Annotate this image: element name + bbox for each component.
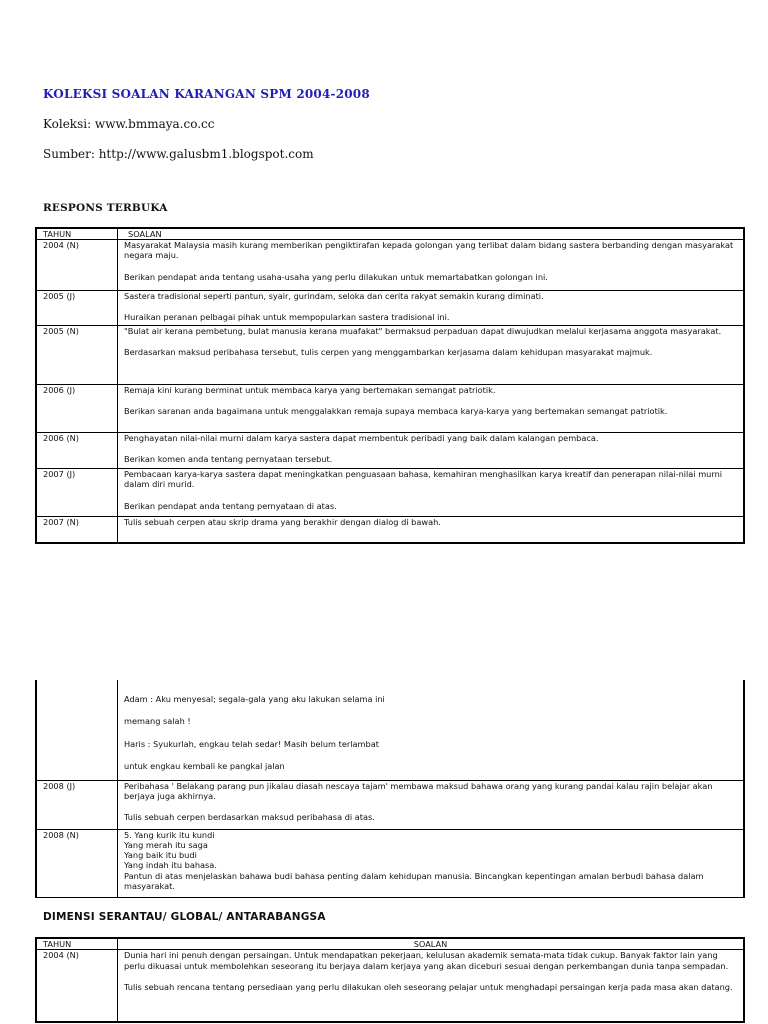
- table-row: [36, 829, 744, 897]
- row-question: [118, 780, 745, 829]
- row-question: [118, 950, 745, 1022]
- row-year-empty: [36, 680, 118, 780]
- sumber-line: Sumber: http://www.galusbm1.blogspot.com: [43, 147, 314, 161]
- dialog-cell: [118, 680, 745, 780]
- row-question: [118, 829, 745, 897]
- row-question: [118, 433, 745, 469]
- question-text: Tulis sebuah cerpen atau skrip drama yang berakhir dengan dialog di bawah.: [124, 517, 441, 527]
- header-soalan: SOALAN: [118, 228, 745, 240]
- section-heading-respons-terbuka: RESPONS TERBUKA: [43, 202, 168, 214]
- table-header-row: [36, 938, 744, 950]
- dialog-line: memang salah !: [124, 716, 191, 727]
- header-tahun: TAHUN: [36, 938, 118, 950]
- dialog-line: Adam : Aku menyesal; segala-gala yang aku lakukan selama ini: [124, 694, 385, 704]
- document-title: KOLEKSI SOALAN KARANGAN SPM 2004-2008: [43, 87, 370, 101]
- row-year: 2005 (N): [36, 326, 118, 385]
- question-text: Sastera tradisional seperti pantun, syair, gurindam, seloka dan cerita rakyat semakin kurang diminati.: [124, 291, 544, 301]
- pantun-line: 5. Yang kurik itu kundi: [124, 829, 215, 840]
- table-header-row: [36, 228, 744, 240]
- row-year: 2007 (N): [36, 517, 118, 543]
- question-text: Pantun di atas menjelaskan bahawa budi bahasa penting dalam kehidupan manusia. Bincangkan kepentingan amalan berbudi bahasa dalam masyarakat.: [124, 870, 707, 891]
- pantun-line: Yang indah itu bahasa.: [124, 860, 217, 871]
- question-task: Huraikan peranan pelbagai pihak untuk mempopularkan sastera tradisional ini.: [124, 312, 450, 323]
- koleksi-line: Koleksi: www.bmmaya.co.cc: [43, 117, 215, 131]
- question-text: Pembacaan karya-karya sastera dapat meningkatkan penguasaan bahasa, kemahiran menghasilkan karya kreatif dan penerapan nilai-nilai murni dalam diri murid.: [124, 469, 725, 490]
- question-text: Masyarakat Malaysia masih kurang memberikan pengiktirafan kepada golongan yang terlibat dalam bidang sastera berbanding dengan masyarakat negara maju.: [124, 240, 736, 261]
- row-year: 2004 (N): [36, 240, 118, 291]
- question-task: Tulis sebuah rencana tentang persediaan yang perlu dilakukan oleh seseorang pelajar untuk menghadapi persaingan kerja pada masa akan datang.: [124, 981, 733, 992]
- respons-terbuka-table-continued: [35, 680, 745, 898]
- pantun-line: Yang baik itu budi: [124, 850, 197, 861]
- table-row: [36, 469, 744, 517]
- table-row: [36, 680, 744, 780]
- table-row: [36, 385, 744, 433]
- section-heading-dimensi-serantau: DIMENSI SERANTAU/ GLOBAL/ ANTARABANGSA: [43, 911, 326, 923]
- dialog-line: untuk engkau kembali ke pangkal jalan: [124, 760, 285, 771]
- row-year: 2004 (N): [36, 950, 118, 1022]
- table-row: [36, 780, 744, 829]
- question-task: Berikan saranan anda bagaimana untuk menggalakkan remaja supaya membaca karya-karya yang bertemakan semangat patriotik.: [124, 406, 668, 417]
- table-row: [36, 291, 744, 326]
- table-row: [36, 240, 744, 291]
- table-row: [36, 326, 744, 385]
- table-row: [36, 950, 744, 1022]
- question-task: Berikan pendapat anda tentang usaha-usaha yang perlu dilakukan untuk memartabatkan golongan ini.: [124, 271, 548, 282]
- question-task: Berikan komen anda tentang pernyataan tersebut.: [124, 454, 333, 465]
- dialog-line: Haris : Syukurlah, engkau telah sedar! Masih belum terlambat: [124, 738, 379, 749]
- question-task: Berdasarkan maksud peribahasa tersebut, tulis cerpen yang menggambarkan kerjasama dalam kehidupan masyarakat majmuk.: [124, 347, 653, 358]
- header-tahun: TAHUN: [36, 228, 118, 240]
- row-question: [118, 469, 745, 517]
- row-question: [118, 240, 745, 291]
- row-question: [118, 517, 745, 543]
- question-text: Remaja kini kurang berminat untuk membaca karya yang bertemakan semangat patriotik.: [124, 385, 496, 395]
- row-year: 2008 (J): [36, 780, 118, 829]
- question-text: Dunia hari ini penuh dengan persaingan. Untuk mendapatkan pekerjaan, kelulusan akademik semata-mata tidak cukup. Banyak faktor lain yang perlu dikuasai untuk membolehkan seseorang itu berjaya dalam kerjaya yang akan diceburi sesuai dengan perkembangan dunia tanpa sempadan.: [124, 950, 729, 971]
- pantun-line: Yang merah itu saga: [124, 839, 208, 850]
- respons-terbuka-table: [35, 227, 745, 544]
- question-task: Berikan pendapat anda tentang pernyataan di atas.: [124, 500, 337, 511]
- row-year: 2007 (J): [36, 469, 118, 517]
- row-year: 2005 (J): [36, 291, 118, 326]
- table-row: [36, 433, 744, 469]
- question-text: Peribahasa ' Belakang parang pun jikalau diasah nescaya tajam' membawa maksud bahawa orang yang kurang pandai kalau rajin belajar akan berjaya juga akhirnya.: [124, 780, 716, 801]
- row-year: 2006 (J): [36, 385, 118, 433]
- row-question: [118, 326, 745, 385]
- row-year: 2008 (N): [36, 829, 118, 897]
- question-text: Penghayatan nilai-nilai murni dalam karya sastera dapat membentuk peribadi yang baik dalam kalangan pembaca.: [124, 433, 599, 443]
- header-soalan: SOALAN: [118, 938, 745, 950]
- question-text: "Bulat air kerana pembetung, bulat manusia kerana muafakat" bermaksud perpaduan dapat diwujudkan melalui kerjasama anggota masyarakat.: [124, 326, 722, 336]
- question-task: Tulis sebuah cerpen berdasarkan maksud peribahasa di atas.: [124, 812, 375, 823]
- dimensi-serantau-table: [35, 937, 745, 1023]
- row-question: [118, 385, 745, 433]
- row-question: [118, 291, 745, 326]
- table-row: [36, 517, 744, 543]
- row-year: 2006 (N): [36, 433, 118, 469]
